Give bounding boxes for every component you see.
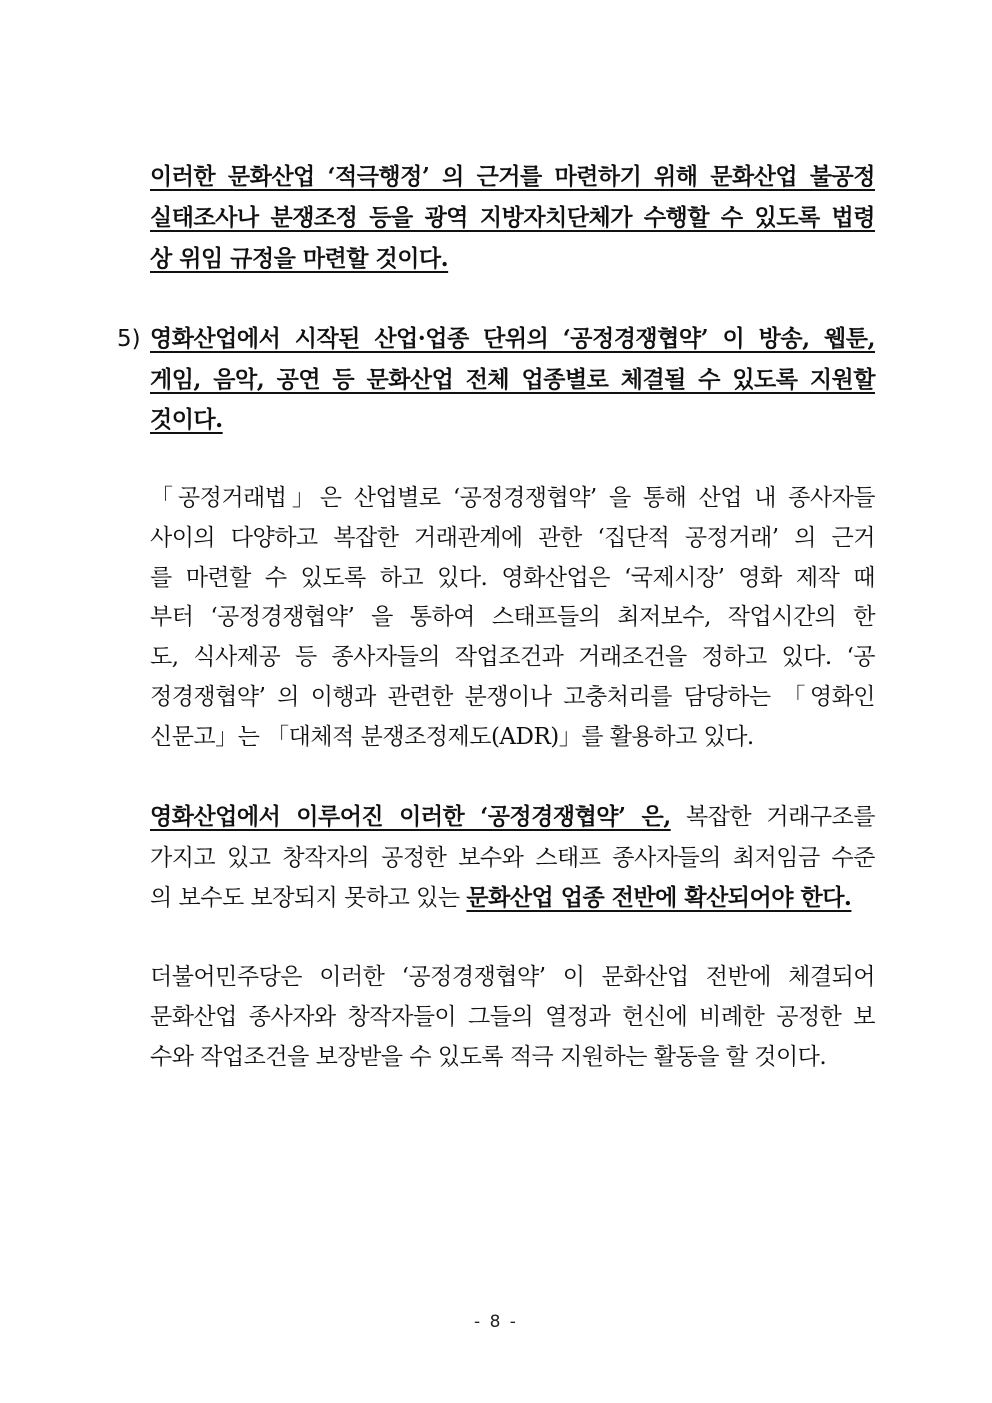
para2-line-3 xyxy=(150,883,875,913)
para2-emphasis-2: 문화산업 업종 전반에 확산되어야 한다. xyxy=(466,884,852,911)
para3-line-1: 더불어민주당은 이러한 ‘공정경쟁협약’ 이 문화산업 전반에 체결되어 xyxy=(150,964,875,990)
para1-line-5: 도, 식사제공 등 종사자들의 작업조건과 거래조건을 정하고 있다. ‘공 xyxy=(150,644,875,670)
intro-line-2: 실태조사나 분쟁조정 등을 광역 지방자치단체가 수행할 수 있도록 법령 xyxy=(150,204,875,231)
para2-emphasis-1: 영화산업에서 이루어진 이러한 ‘공정경쟁협약’ 은, xyxy=(150,803,671,830)
para1-line-6: 정경쟁협약’ 의 이행과 관련한 분쟁이나 고충처리를 담당하는 「영화인 xyxy=(150,684,875,710)
section-heading-line-3: 것이다. xyxy=(150,406,223,433)
para2-line-1 xyxy=(150,802,875,832)
para2-line-1-rest: 복잡한 거래구조를 xyxy=(670,804,875,830)
para1-line-7: 신문고」는 「대체적 분쟁조정제도(ADR)」를 활용하고 있다. xyxy=(150,724,754,750)
para3-line-2: 문화산업 종사자와 창작자들이 그들의 열정과 헌신에 비례한 공정한 보 xyxy=(150,1004,875,1030)
para1-line-1: 「공정거래법」은 산업별로 ‘공정경쟁협약’ 을 통해 산업 내 종사자들 xyxy=(150,485,875,511)
section-heading-line-1: 영화산업에서 시작된 산업·업종 단위의 ‘공정경쟁협약’ 이 방송, 웹툰, xyxy=(150,325,875,352)
intro-line-3: 상 위임 규정을 마련할 것이다. xyxy=(150,245,449,272)
para2-line-2: 가지고 있고 창작자의 공정한 보수와 스태프 종사자들의 최저임금 수준 xyxy=(150,845,875,871)
intro-line-1: 이러한 문화산업 ‘적극행정’ 의 근거를 마련하기 위해 문화산업 불공정 xyxy=(150,163,875,190)
para1-line-4: 부터 ‘공정경쟁협약’ 을 통하여 스태프들의 최저보수, 작업시간의 한 xyxy=(150,604,875,630)
para3-line-3: 수와 작업조건을 보장받을 수 있도록 적극 지원하는 활동을 할 것이다. xyxy=(150,1044,827,1070)
para2-line-3-plain: 의 보수도 보장되지 못하고 있는 xyxy=(150,885,467,911)
page-number: - 8 - xyxy=(474,1312,518,1332)
para1-line-2: 사이의 다양하고 복잡한 거래관계에 관한 ‘집단적 공정거래’ 의 근거 xyxy=(150,525,875,551)
section-number: 5) xyxy=(117,326,141,352)
section-heading-line-2: 게임, 음악, 공연 등 문화산업 전체 업종별로 체결될 수 있도록 지원할 xyxy=(150,366,875,393)
para1-line-3: 를 마련할 수 있도록 하고 있다. 영화산업은 ‘국제시장’ 영화 제작 때 xyxy=(150,565,875,591)
